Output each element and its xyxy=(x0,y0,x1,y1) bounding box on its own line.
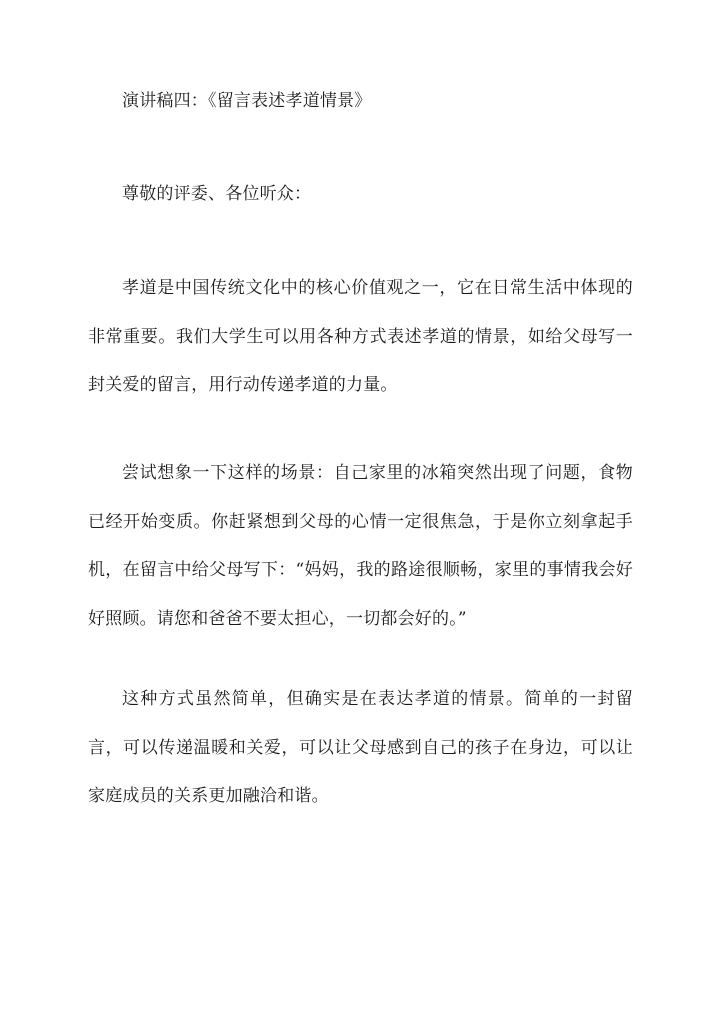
document-title: 演讲稿四：《留言表述孝道情景》 xyxy=(122,91,372,111)
body-paragraph: 孝道是中国传统文化中的核心价值观之一，它在日常生活中体现的非常重要。我们大学生可以用各种方式表述孝道的情景，如给父母写一封关爱的留言，用行动传递孝道的力量。 xyxy=(88,278,633,395)
body-paragraph: 这种方式虽然简单，但确实是在表达孝道的情景。简单的一封留言，可以传递温暖和关爱，可以让父母感到自己的孩子在身边，可以让家庭成员的关系更加融洽和谐。 xyxy=(88,689,633,806)
body-paragraph: 尝试想象一下这样的场景：自己家里的冰箱突然出现了问题，食物已经开始变质。你赶紧想到父母的心情一定很焦急，于是你立刻拿起手机，在留言中给父母写下：“妈妈，我的路途很顺畅，家里的事情我会好好照顾。请您和爸爸不要太担心，一切都会好的。” xyxy=(88,463,633,629)
salutation: 尊敬的评委、各位听众： xyxy=(122,184,312,204)
